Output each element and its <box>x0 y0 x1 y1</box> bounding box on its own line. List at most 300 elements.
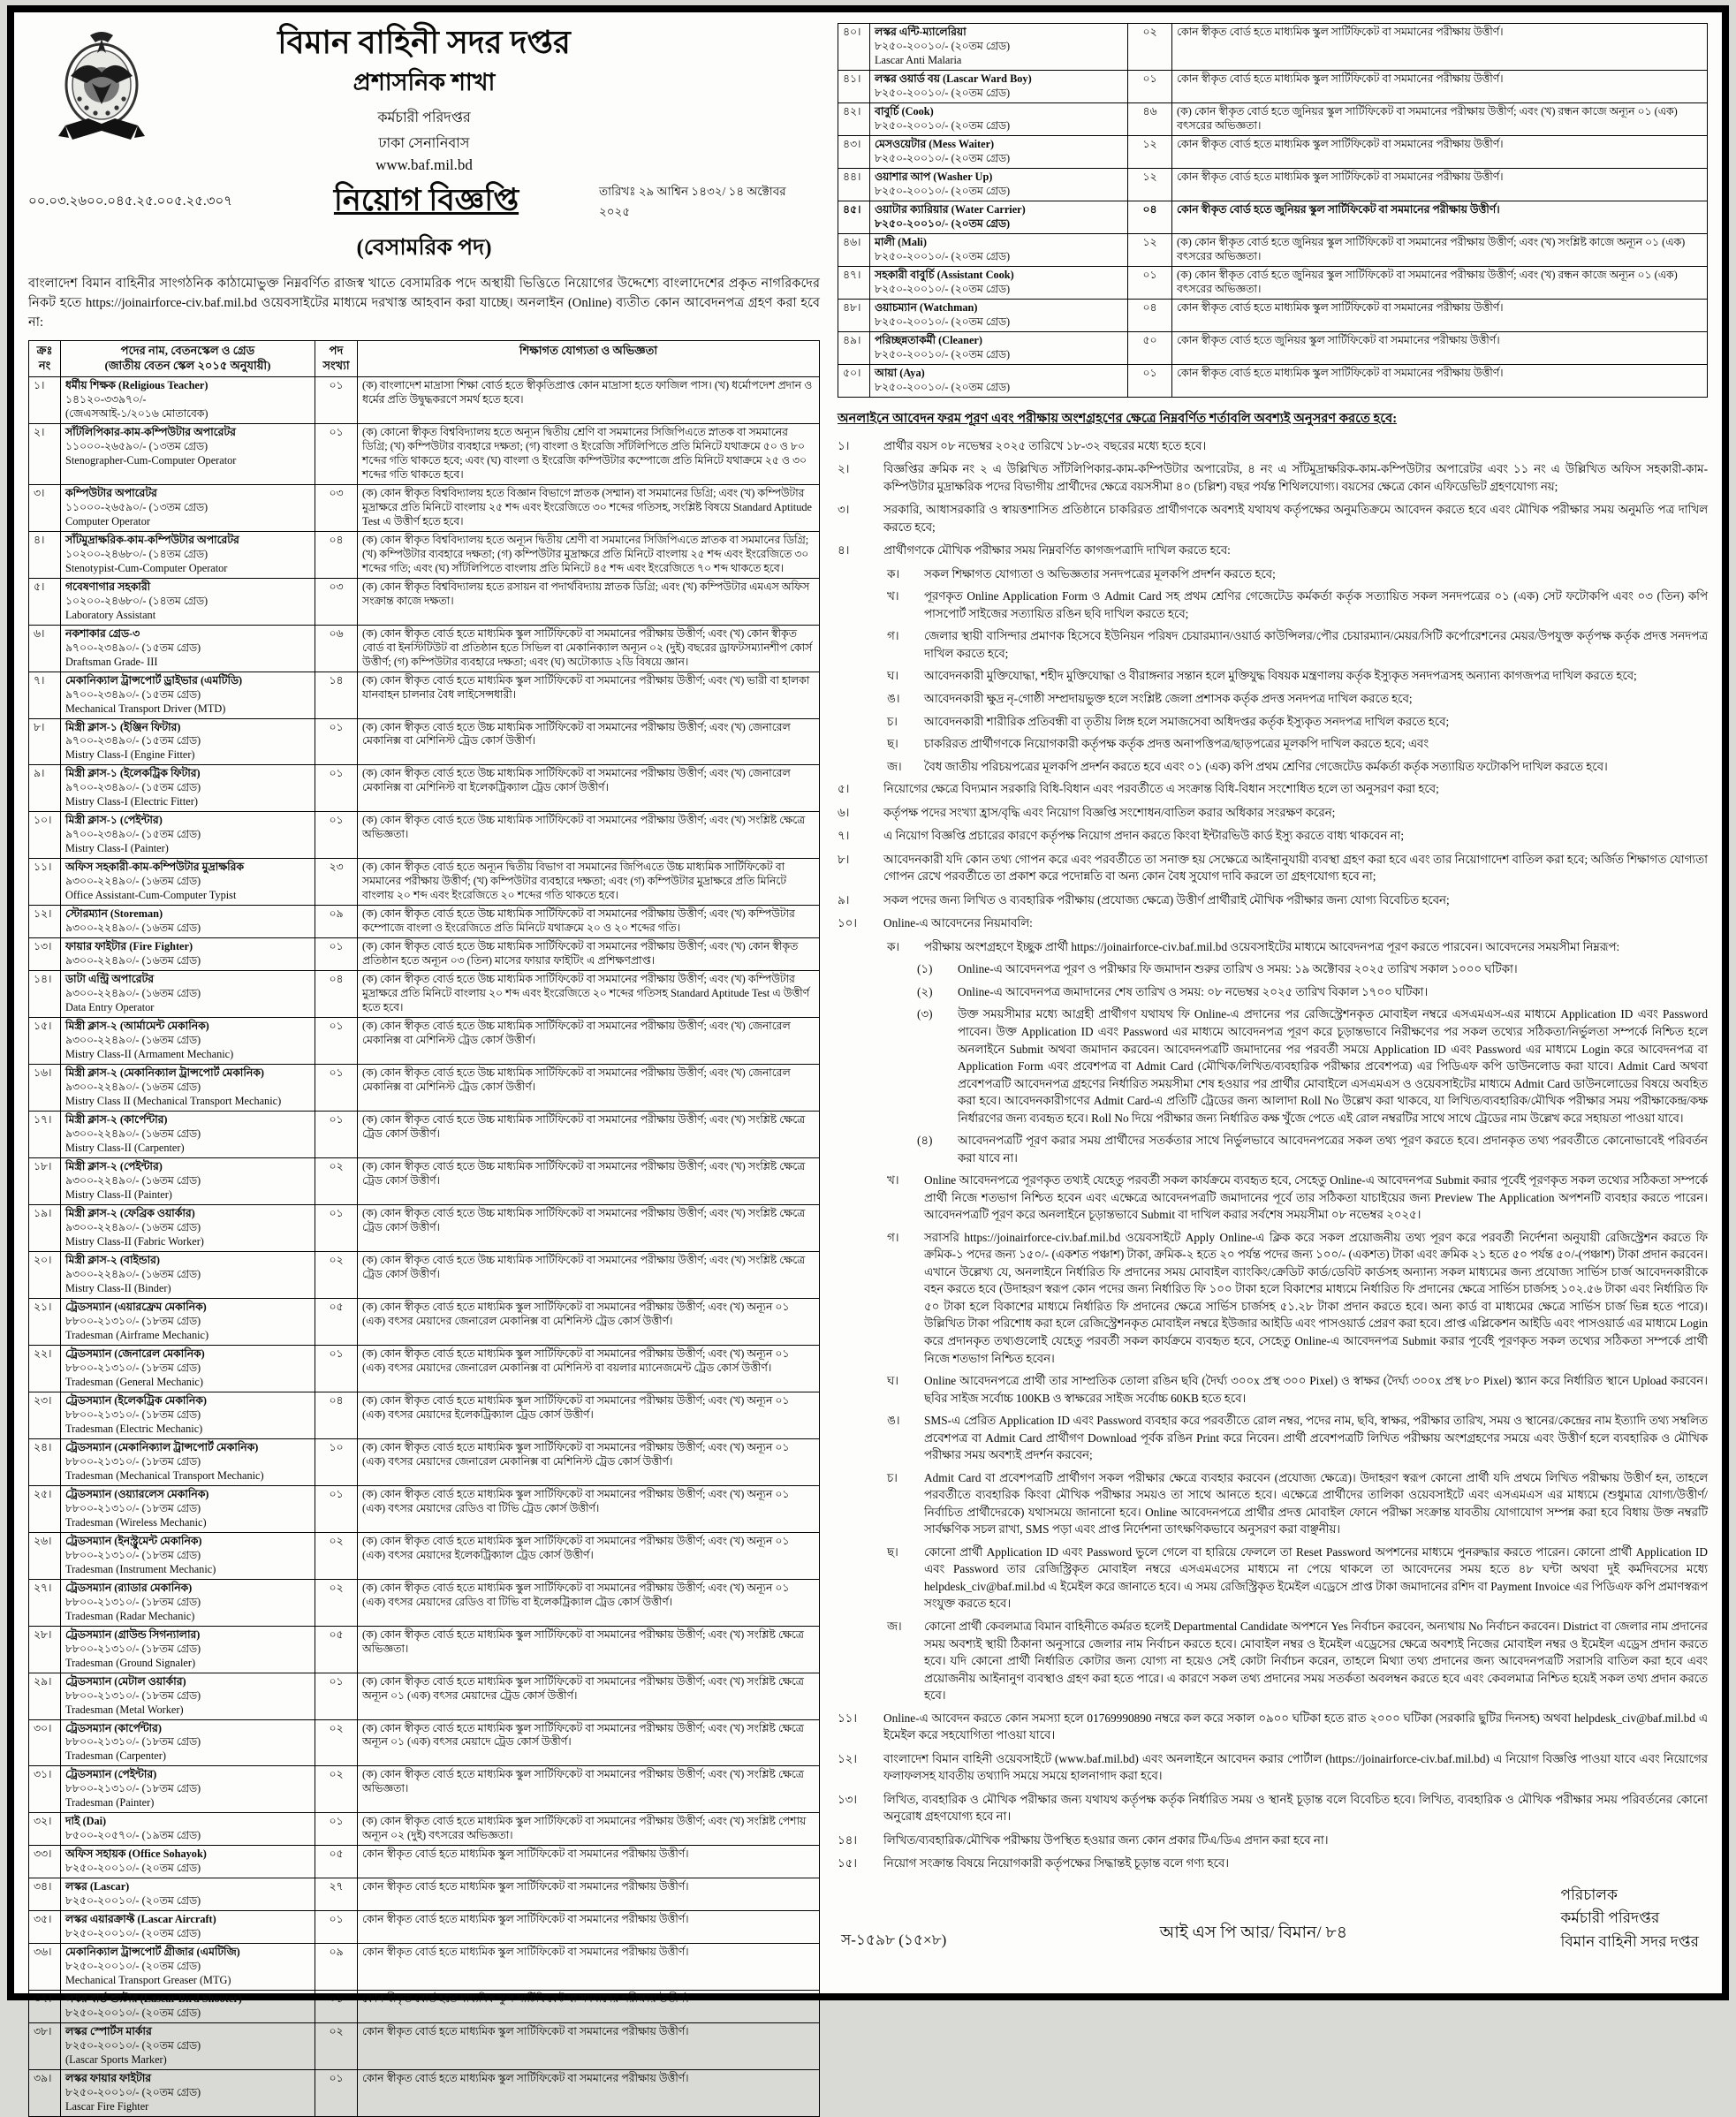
post-serial: ৪৮। <box>838 299 870 331</box>
post-serial: ৩৮। <box>29 2023 61 2070</box>
post-qualification: (ক) কোন স্বীকৃত বোর্ড হতে মাধ্যমিক স্কুল সার্টিফিকেট বা সমমানের পরীক্ষায় উত্তীর্ণ; এবং (খ) সংশ্লিষ্ট ক্ষেত্রে অন্যূন ০১ (এক) বৎসর মেয়াদের ট্রেড কোর্স উত্তীর্ণ। <box>358 1673 820 1719</box>
condition-item <box>838 827 1708 845</box>
post-name: মিস্ত্রী ক্লাস-২ (পেইন্টার) ৯৩০০-২২৪৯০/- (১৬তম গ্রেড) Mistry Class-II (Painter) <box>61 1158 315 1205</box>
table-row <box>29 376 820 423</box>
condition-sub-list <box>917 960 1708 1166</box>
post-count: ০২ <box>315 1251 358 1298</box>
post-qualification: (ক) কোন স্বীকৃত বিশ্ববিদ্যালয় হতে বিজ্ঞান বিভাগে স্নাতক (সম্মান) বা সমমানের ডিগ্রি; এবং (খ) কম্পিউটার মুদ্রাক্ষরে প্রতি মিনিটে বাংলায় ২৫ শব্দ এবং ইংরেজিতে ৩০ শব্দের গতিসহ, সংশ্লিষ্ট বিষয়ে Standard Aptitude Test এ উত্তীর্ণ হতে হবে। <box>358 484 820 531</box>
org-website: www.baf.mil.bd <box>375 156 473 174</box>
condition-number: ৩। <box>838 503 850 517</box>
table-row <box>838 168 1708 201</box>
condition-text: এ নিয়োগ বিজ্ঞপ্তি প্রচারের কারণে কর্তৃপক্ষ নিয়োগ প্রদান করতে কিংবা ইন্টারভিউ কার্ড ইস্যু করতে বাধ্য থাকবেন না; <box>883 829 1405 843</box>
org-branch: প্রশাসনিক শাখা <box>353 69 496 96</box>
post-name: ট্রেডসম্যান (জেনারেল মেকানিক) ৮৮০০-২১৩১০/- (১৮তম গ্রেড) Tradesman (General Mechanic) <box>61 1345 315 1392</box>
post-count: ০৯ <box>315 1944 358 1991</box>
table-header-row <box>29 341 820 377</box>
condition-item <box>838 542 1708 559</box>
post-count: ০৪ <box>315 1392 358 1438</box>
table-row <box>29 1438 820 1485</box>
post-qualification: (ক) কোন স্বীকৃত বোর্ড হতে জুনিয়র স্কুল সার্টিফিকেট বা সমমানের পরীক্ষায় উত্তীর্ণ; এবং (খ) রন্ধন কাজে অন্যূন ০১ (এক) বৎসরের অভিজ্ঞতা। <box>1172 266 1708 299</box>
post-serial: ৭। <box>29 672 61 718</box>
post-count: ০২ <box>315 1532 358 1579</box>
condition-number: (৪) <box>917 1134 933 1148</box>
col-qualification: শিক্ষাগত যোগ্যতা ও অভিজ্ঞতা <box>358 341 820 377</box>
condition-sub-item <box>887 1412 1708 1464</box>
table-row <box>29 1673 820 1719</box>
post-serial: ৬। <box>29 625 61 672</box>
condition-sub-item <box>887 735 1708 753</box>
signatory-org: বিমান বাহিনী সদর দপ্তর <box>1560 1932 1699 1950</box>
table-row <box>29 971 820 1018</box>
condition-text: লিখিত, ব্যবহারিক ও মৌখিক পরীক্ষার জন্য যথাযথ কর্তৃপক্ষ কর্তৃক নির্ধারিত সময় ও স্থানই চূড়ান্ত বলে বিবেচিত হবে। লিখিত, ব্যবহারিক ও মৌখিক পরীক্ষার সময় পরিবর্তনের কোনো অনুরোধ গ্রহণযোগ্য হবে না। <box>883 1792 1708 1824</box>
condition-number: ঘ। <box>887 1374 898 1388</box>
table-row <box>29 1846 820 1878</box>
condition-text: Online-এ আবেদন করতে কোন সমস্যা হলে 01769990890 নম্বরে কল করে সকাল ০৯০০ ঘটিকা হতে রাত ২০০০ ঘটিকা (সরকারি ছুটির দিনসহ) অথবা helpdesk_civ@baf.mil.bd এ ইমেইল করে সহযোগিতা পাওয়া যাবে। <box>883 1711 1708 1742</box>
condition-text: সকল শিক্ষাগত যোগ্যতা ও অভিজ্ঞতার সনদপত্রের মূলকপি প্রদর্শন করতে হবে; <box>924 566 1276 580</box>
post-count: ১২ <box>1128 135 1172 168</box>
post-qualification: (ক) কোন স্বীকৃত বোর্ড হতে মাধ্যমিক স্কুল সার্টিফিকেট বা সমমানের পরীক্ষায় উত্তীর্ণ; এবং (খ) সংশ্লিষ্ট ক্ষেত্রে অভিজ্ঞতা। <box>358 1766 820 1813</box>
condition-text: চাকরিরত প্রার্থীগণকে নিয়োগকারী কর্তৃপক্ষ কর্তৃক প্রদত্ত অনাপত্তিপত্র/ছাড়পত্রের মূলকপি দাখিল করতে হবে; এবং <box>924 737 1429 751</box>
post-count: ০১ <box>1128 70 1172 102</box>
post-qualification: (ক) কোন স্বীকৃত বোর্ড হতে মাধ্যমিক স্কুল সার্টিফিকেট বা সমমানের পরীক্ষায় উত্তীর্ণ; এবং (খ) কোন স্বীকৃত বোর্ড বা ইনস্টিটিউট বা প্রতিষ্ঠান হতে সিভিল বা মেকানিক্যাল অন্যূন ০২ (দুই) বছরের ড্রাফটসম্যানশীপ কোর্স উত্তীর্ণ; (গ) কম্পিউটার ব্যবহারে দক্ষতা; এবং (ঘ) অটোক্যাড ২ডি বিষয়ে জ্ঞান। <box>358 625 820 672</box>
table-row <box>838 24 1708 71</box>
conditions-heading: অনলাইনে আবেদন ফরম পূরণ এবং পরীক্ষায় অংশগ্রহণের ক্ষেত্রে নিম্নবর্ণিত শর্তাবলি অবশ্যই অনুসরণ করতে হবে: <box>838 411 1398 426</box>
post-qualification: (ক) কোন স্বীকৃত বোর্ড হতে উচ্চ মাধ্যমিক সার্টিফিকেট বা সমমানের পরীক্ষায় উত্তীর্ণ; এবং (খ) কম্পিউটার কম্পোজে বাংলা ও ইংরেজিতে প্রতি মিনিটে যথাক্রমে ২০ ও ২০ শব্দের গতি। <box>358 906 820 938</box>
post-qualification: (ক) কোনো স্বীকৃত বিশ্ববিদ্যালয় হতে অন্যূন দ্বিতীয় শ্রেণি বা সমমানের সিজিপিএতে স্নাতক বা সমমানের ডিগ্রি; (খ) কম্পিউটার ব্যবহারে দক্ষতা; (গ) বাংলা ও ইংরেজি সাঁটলিপিতে প্রতি মিনিটে যথাক্রমে ৫০ ও ৮০ শব্দের গতি থাকতে হবে; এবং (ঘ) বাংলা ও ইংরেজি কম্পিউটার কম্পোজে প্রতি মিনিটে যথাক্রমে ২৫ ও ৩০ শব্দের গতি থাকতে হবে। <box>358 423 820 484</box>
condition-item <box>838 460 1708 495</box>
post-count: ০২ <box>315 1719 358 1766</box>
condition-sub-item <box>887 667 1708 685</box>
condition-text: Online-এ আবেদনপত্র পূরণ ও পরীক্ষার ফি জমাদান শুরুর তারিখ ও সময়: ১৯ অক্টোবর ২০২৫ তারিখ সকাল ১০০০ ঘটিকা। <box>958 962 1518 976</box>
condition-number: ৫। <box>838 782 850 796</box>
post-serial: ৪২। <box>838 102 870 135</box>
post-qualification: কোন স্বীকৃত বোর্ড হতে মাধ্যমিক স্কুল সার্টিফিকেট বা সমমানের পরীক্ষায় উত্তীর্ণ। <box>358 1991 820 2023</box>
condition-text: প্রার্থীগণকে মৌখিক পরীক্ষার সময় নিম্নবর্ণিত কাগজপত্রাদি দাখিল করতে হবে: <box>883 543 1231 558</box>
post-count: ০১ <box>315 1673 358 1719</box>
condition-text: Online আবেদনপত্রে প্রার্থী তার সাম্প্রতিক তোলা রঙিন ছবি (দৈর্ঘ্য ৩০০x প্রস্থ ৩০০ Pixel) ও স্বাক্ষর (দৈর্ঘ্য ৩০০x প্রস্থ ৮০ Pixel) স্ক্যান করে নির্ধারিত স্থানে Upload করবেন। ছবির সাইজ সর্বোচ্চ 100KB ও স্বাক্ষরের সাইজ সর্বোচ্চ 60KB হতে হবে। <box>924 1374 1708 1405</box>
condition-text: কোনো প্রার্থী কেবলমাত্র বিমান বাহিনীতে কর্মরত হলেই Departmental Candidate অপশনে Yes নির্বাচন করবেন, অন্যথায় No নির্বাচন করবেন। District বা জেলার নাম প্রদানের সময় অবশ্যই স্থায়ী ঠিকানা অনুসারে জেলার নাম নির্বাচন করতে হবে। মোবাইল নম্বর ও ইমেইল এড্রেসের ক্ষেত্রে অবশ্যই নিজের মোবাইল নম্বর ও ইমেইল এড্রেস প্রদান করতে হবে। যদি কোনো প্রার্থী নির্ধারিত কোটার জন্য যোগ্য না হয়েও সেই কোটা নির্বাচন করেন, তাহলে মিথ্যা তথ্য প্রদানের জন্য আবেদনপত্রটি সরাসরি বাতিল করা হবে এবং প্রয়োজনীয় আইনানুগ ব্যবস্থাও গ্রহণ করা হতে পারে। এ কারণে সকল তথ্য প্রদানের সময় সতর্কতা অবলম্বন করতে হবে এবং কেবলমাত্র নিশ্চিত হয়েই সকল তথ্য প্রদান করতে হবে। <box>924 1619 1708 1703</box>
post-count: ০১ <box>315 1911 358 1944</box>
post-name: লস্কর এন্টি-ম্যালেরিয়া ৮২৫০-২০০১০/- (২০তম গ্রেড) Lascar Anti Malaria <box>870 24 1128 71</box>
condition-sub-item <box>887 1372 1708 1407</box>
post-qualification: (ক) কোন স্বীকৃত বোর্ড হতে উচ্চ মাধ্যমিক সার্টিফিকেট বা সমমানের পরীক্ষায় উত্তীর্ণ; এবং (খ) জেনারেল মেকানিক্স বা মেশিনিস্ট ট্রেড কোর্স উত্তীর্ণ। <box>358 1065 820 1112</box>
post-serial: ১৯। <box>29 1205 61 1252</box>
post-name: কম্পিউটার অপারেটর ১১০০০-২৬৫৯০/- (১৩তম গ্রেড) Computer Operator <box>61 484 315 531</box>
table-row <box>29 1251 820 1298</box>
post-count: ০১ <box>1128 266 1172 299</box>
condition-number: চ। <box>887 714 898 728</box>
condition-number: ১২। <box>838 1751 858 1765</box>
post-name: ট্রেডসম্যান (ইলেকট্রিক মেকানিক) ৮৮০০-২১৩১০/- (১৮তম গ্রেড) Tradesman (Electric Mechanic) <box>61 1392 315 1438</box>
condition-text: আবেদনপত্রটি পূরণ করার সময় প্রার্থীদের সতর্কতার সাথে নির্ভুলভাবে আবেদনপত্রের সকল তথ্য পূরণ করতে হবে। প্রদানকৃত তথ্য পরবর্তীতে কোনোভাবেই পরিবর্তন করা যাবে না। <box>958 1134 1708 1165</box>
condition-sub-item <box>887 1469 1708 1538</box>
table-row <box>29 625 820 672</box>
post-qualification: (ক) বাংলাদেশ মাদ্রাসা শিক্ষা বোর্ড হতে স্বীকৃতিপ্রাপ্ত কোন মাদ্রাসা হতে ফাজিল পাস। (খ) ধর্মোপদেশ প্রদান ও ধর্মের প্রতি উদ্বুদ্ধকরণে সমর্থ হতে হবে। <box>358 376 820 423</box>
post-count: ০১ <box>315 1018 358 1065</box>
post-qualification: কোন স্বীকৃত বোর্ড হতে জুনিয়র স্কুল সার্টিফিকেট বা সমমানের পরীক্ষায় উত্তীর্ণ। <box>1172 201 1708 233</box>
table-row <box>29 423 820 484</box>
post-count: ০২ <box>315 2023 358 2070</box>
condition-sub-item <box>887 713 1708 731</box>
post-count: ১২ <box>1128 168 1172 201</box>
condition-number: ৪। <box>838 543 850 558</box>
condition-sub-item <box>887 1544 1708 1612</box>
post-qualification: (ক) কোন স্বীকৃত বোর্ড হতে উচ্চ মাধ্যমিক সার্টিফিকেট বা সমমানের পরীক্ষায় উত্তীর্ণ; এবং (খ) সংশ্লিষ্ট ক্ষেত্রে অভিজ্ঞতা। <box>358 812 820 859</box>
post-name: মিস্ত্রী ক্লাস-১ (পেইন্টার) ৯৭০০-২৩৪৯০/- (১৫তম গ্রেড) Mistry Class-I (Painter) <box>61 812 315 859</box>
post-count: ০৬ <box>315 625 358 672</box>
post-serial: ২৪। <box>29 1438 61 1485</box>
post-qualification: কোন স্বীকৃত বোর্ড হতে মাধ্যমিক স্কুল সার্টিফিকেট বা সমমানের পরীক্ষায় উত্তীর্ণ। <box>358 1911 820 1944</box>
condition-item <box>838 780 1708 798</box>
condition-item <box>838 1710 1708 1744</box>
table-row <box>838 299 1708 331</box>
post-qualification: (ক) কোন স্বীকৃত বোর্ড হতে মাধ্যমিক স্কুল সার্টিফিকেট বা সমমানের পরীক্ষায় উত্তীর্ণ; এবং (খ) অন্যূন ০১ (এক) বৎসর মেয়াদের রেডিও বা টিভি বা ইলেকট্রিক্যাল ট্রেড কোর্স উত্তীর্ণ। <box>358 1579 820 1626</box>
post-serial: ২০। <box>29 1251 61 1298</box>
post-qualification: কোন স্বীকৃত বোর্ড হতে মাধ্যমিক স্কুল সার্টিফিকেট বা সমমানের পরীক্ষায় উত্তীর্ণ। <box>1172 168 1708 201</box>
post-qualification: (ক) কোন স্বীকৃত বোর্ড হতে উচ্চ মাধ্যমিক সার্টিফিকেট বা সমমানের পরীক্ষায় উত্তীর্ণ; এবং (খ) কম্পিউটার মুদ্রাক্ষরে প্রতি মিনিটে বাংলায় ২০ শব্দ এবং ইংরেজিতে ২০ শব্দের গতিসহ Standard Aptitude Test এ উত্তীর্ণ হতে হবে। <box>358 971 820 1018</box>
post-qualification: (ক) কোন স্বীকৃত বোর্ড হতে মাধ্যমিক স্কুল সার্টিফিকেট বা সমমানের পরীক্ষায় উত্তীর্ণ; এবং (খ) ভারী বা হালকা যানবাহন চালনার বৈধ লাইসেন্সধারী। <box>358 672 820 718</box>
condition-text: Online-এ আবেদনের নিয়মাবলি: <box>883 916 1033 930</box>
condition-text: SMS-এ প্রেরিত Application ID এবং Password ব্যবহার করে পরবর্তীতে রোল নম্বর, পদের নাম, ছবি, স্বাক্ষর, পরীক্ষার তারিখ, সময় ও স্থানের/কেন্দ্রের নাম ইত্যাদি তথ্য সম্বলিত প্রবেশপত্র বা Admit Card প্রার্থীগণ Download পূর্বক রঙিন Print করে নিবেন। প্রার্থী প্রবেশপত্রটি লিখিত পরীক্ষায় অংশগ্রহণের সময়ে এবং উত্তীর্ণ হলে ব্যবহারিক ও মৌখিক পরীক্ষার সময় অবশ্যই প্রদর্শন করবেন; <box>924 1414 1708 1462</box>
post-name: ওয়াটার ক্যারিয়ার (Water Carrier) ৮২৫০-২০০১০/- (২০তম গ্রেড) <box>870 201 1128 233</box>
condition-text: Admit Card বা প্রবেশপত্রটি প্রার্থীগণ সকল পরীক্ষার ক্ষেত্রে ব্যবহার করবেন (প্রযোজ্য ক্ষেত্রে)। উদাহরণ স্বরূপ কোনো প্রার্থী যদি প্রথমে লিখিত পরীক্ষায় উত্তীর্ণ হন, তাহলে পরবর্তীতে ব্যবহারিক কিংবা মৌখিক পরীক্ষার সময়ও তা সাথে আনতে হবে। এক্ষেত্রে প্রার্থীদের তালিকা ওয়েবসাইটে এবং এসএমএস এর মাধ্যমে (শুধুমাত্র যোগ্য/উত্তীর্ণ/নির্বাচিত প্রার্থীদেরকে) যথাসময়ে জানানো হবে। Online আবেদনপত্রে প্রার্থীর প্রদত্ত মোবাইল ফোনে পরীক্ষা সংক্রান্ত যাবতীয় যোগাযোগ সম্পন্ন করা হবে বিধায় উক্ত নম্বরটি সার্বক্ষণিক সচল রাখা, SMS পড়া এবং প্রাপ্ত নির্দেশনা তাৎক্ষণিকভাবে অনুসরণ করা বাঞ্ছনীয়। <box>924 1470 1708 1537</box>
condition-sub-item <box>917 960 1708 978</box>
condition-item <box>838 914 1708 932</box>
post-serial: ৪৬। <box>838 233 870 266</box>
condition-sub-list <box>887 938 1708 1704</box>
condition-text: বাংলাদেশ বিমান বাহিনী ওয়েবসাইটে (www.baf.mil.bd) এবং অনলাইনে আবেদন করার পোর্টাল (https://joinairforce-civ.baf.mil.bd) এ নিয়োগ বিজ্ঞপ্তি পাওয়া যাবে এবং নিয়োগের ফলাফলসহ যাবতীয় তথ্যাদি সময়ে সময়ে হালনাগাদ করা হবে। <box>883 1751 1708 1783</box>
footer-row <box>838 1884 1708 1955</box>
table-row <box>29 531 820 578</box>
col-count: পদ সংখ্যা <box>315 341 358 377</box>
post-name: মেকানিক্যাল ট্রান্সপোর্ট ড্রাইভার (এমটিডি) ৯৭০০-২৩৪৯০/- (১৫তম গ্রেড) Mechanical Transport Driver (MTD) <box>61 672 315 718</box>
post-name: দাই (Dai) ৮৫০০-২০৫৭০/- (১৯তম গ্রেড) <box>61 1813 315 1846</box>
condition-sub-item <box>887 1172 1708 1224</box>
table-row <box>29 578 820 625</box>
post-name: লস্কর ফায়ার ফাইটার ৮২৫০-২০০১০/- (২০তম গ্রেড) Lascar Fire Fighter <box>61 2070 315 2117</box>
table-row <box>838 135 1708 168</box>
post-qualification: কোন স্বীকৃত বোর্ড হতে মাধ্যমিক স্কুল সার্টিফিকেট বা সমমানের পরীক্ষায় উত্তীর্ণ। <box>1172 299 1708 331</box>
condition-number: ৯। <box>838 892 850 907</box>
post-name: ফায়ার ফাইটার (Fire Fighter) ৯৩০০-২২৪৯০/- (১৬তম গ্রেড) <box>61 938 315 971</box>
condition-number: খ। <box>887 1173 899 1187</box>
post-serial: ১০। <box>29 812 61 859</box>
condition-number: ক। <box>887 939 900 953</box>
table-row <box>29 2070 820 2117</box>
condition-number: ৬। <box>838 805 850 819</box>
post-name: মেসওয়েটার (Mess Waiter) ৮২৫০-২০০১০/- (২০তম গ্রেড) <box>870 135 1128 168</box>
post-count: ০৩ <box>315 578 358 625</box>
post-serial: ২। <box>29 423 61 484</box>
post-count: ০১ <box>1128 364 1172 397</box>
condition-sub-list <box>887 565 1708 775</box>
table-row <box>29 1065 820 1112</box>
post-name: ওয়াশার আপ (Washer Up) ৮২৫০-২০০১০/- (২০তম গ্রেড) <box>870 168 1128 201</box>
condition-number: (১) <box>917 962 933 976</box>
post-count: ০১ <box>315 765 358 812</box>
condition-number: জ। <box>887 759 902 773</box>
post-serial: ১৮। <box>29 1158 61 1205</box>
post-count: ০১ <box>315 1205 358 1252</box>
post-serial: ১৫। <box>29 1018 61 1065</box>
post-count: ০১ <box>315 938 358 971</box>
post-name: অফিস সহকারী-কাম-কম্পিউটার মুদ্রাক্ষরিক ৯৩০০-২২৪৯০/- (১৬তম গ্রেড) Office Assistant-Cum-Computer Typist <box>61 859 315 906</box>
post-qualification: কোন স্বীকৃত বোর্ড হতে মাধ্যমিক স্কুল সার্টিফিকেট বা সমমানের পরীক্ষায় উত্তীর্ণ। <box>358 1846 820 1878</box>
table-row <box>29 1911 820 1944</box>
condition-sub-item <box>917 983 1708 1001</box>
post-name: নকশাকার গ্রেড-৩ ৯৭০০-২৩৪৯০/- (১৫তম গ্রেড) Draftsman Grade- III <box>61 625 315 672</box>
post-count: ২৭ <box>315 1878 358 1911</box>
table-row <box>29 672 820 718</box>
table-row <box>29 1532 820 1579</box>
condition-item <box>838 1832 1708 1849</box>
post-name: সহকারী বাবুর্চি (Assistant Cook) ৮২৫০-২০০১০/- (২০তম গ্রেড) <box>870 266 1128 299</box>
notice-date: তারিখঃ ২৯ আশ্বিন ১৪৩২/ ১৪ অক্টোবর ২০২৫ <box>599 184 786 218</box>
condition-text: জেলার স্থায়ী বাসিন্দার প্রমাণক হিসেবে ইউনিয়ন পরিষদ চেয়ারম্যান/ওয়ার্ড কাউন্সিলর/পৌর চেয়ারম্যান/মেয়র/সিটি কর্পোরেশনের মেয়র/উপযুক্ত কর্তৃপক্ষ কর্তৃক প্রদত্ত সনদপত্র দাখিল করতে হবে; <box>924 629 1708 660</box>
post-count: ০৪ <box>315 971 358 1018</box>
post-count: ৫০ <box>1128 331 1172 364</box>
post-name: লস্কর (Lascar) ৮২৫০-২০০১০/- (২০তম গ্রেড) <box>61 1878 315 1911</box>
condition-item <box>838 892 1708 909</box>
post-count: ০৫ <box>315 1626 358 1673</box>
post-serial: ৩৭। <box>29 1991 61 2023</box>
condition-text: নিয়োগের ক্ষেত্রে বিদ্যমান সরকারি বিধি-বিধান এবং পরবর্তীতে এ সংক্রান্ত বিধি-বিধান সংশোধিত হলে তা অনুসরণ করা হবে; <box>883 782 1439 796</box>
post-serial: ৪৪। <box>838 168 870 201</box>
post-count: ০১ <box>315 1991 358 2023</box>
condition-text: কর্তৃপক্ষ পদের সংখ্যা হ্রাস/বৃদ্ধি এবং নিয়োগ বিজ্ঞপ্তি সংশোধন/বাতিল করার অধিকার সংরক্ষণ করেন; <box>883 805 1336 819</box>
post-serial: ১২। <box>29 906 61 938</box>
post-qualification: (ক) কোন স্বীকৃত বোর্ড হতে জুনিয়র স্কুল সার্টিফিকেট বা সমমানের পরীক্ষায় উত্তীর্ণ; এবং (খ) সংশ্লিষ্ট কাজে অন্যূন ০১ (এক) বৎসরের অভিজ্ঞতা। <box>1172 233 1708 266</box>
post-count: ০৩ <box>315 484 358 531</box>
table-row <box>29 1158 820 1205</box>
post-name: ট্রেডসম্যান (মেকানিক্যাল ট্রান্সপোর্ট মেকানিক) ৮৮০০-২১৩১০/- (১৮তম গ্রেড) Tradesman (Mechanical Transport Mechanic) <box>61 1438 315 1485</box>
condition-text: আবেদনকারী মুক্তিযোদ্ধা, শহীদ মুক্তিযোদ্ধা ও বীরাঙ্গনার সন্তান হলে মুক্তিযুদ্ধ বিষয়ক মন্ত্রণালয় কর্তৃক ইস্যুকৃত সনদপত্রসহ অন্যান্য কাগজপত্র দাখিল করতে হবে; <box>924 669 1637 683</box>
condition-number: গ। <box>887 1230 899 1244</box>
condition-number: গ। <box>887 629 899 643</box>
condition-text: Online-এ আবেদনপত্র জমাদানের শেষ তারিখ ও সময়: ০৮ নভেম্বর ২০২৫ তারিখ বিকাল ১৭০০ ঘটিকা। <box>958 984 1429 998</box>
table-row <box>29 1991 820 2023</box>
condition-number: জ। <box>887 1619 902 1633</box>
post-qualification: (ক) কোন স্বীকৃত বোর্ড হতে মাধ্যমিক স্কুল সার্টিফিকেট বা সমমানের পরীক্ষায় উত্তীর্ণ; এবং (খ) অন্যূন ০১ (এক) বৎসর মেয়াদের জেনারেল মেকানিক্স বা মেশিনিস্ট ট্রেড কোর্স উত্তীর্ণ। <box>358 1298 820 1345</box>
condition-number: ক। <box>887 566 900 580</box>
post-count: ৪৬ <box>1128 102 1172 135</box>
table-row <box>838 233 1708 266</box>
table-row <box>29 484 820 531</box>
post-qualification: কোন স্বীকৃত বোর্ড হতে জুনিয়র স্কুল সার্টিফিকেট বা সমমানের পরীক্ষায় উত্তীর্ণ। <box>1172 331 1708 364</box>
post-qualification: কোন স্বীকৃত বোর্ড হতে মাধ্যমিক স্কুল সার্টিফিকেট বা সমমানের পরীক্ষায় উত্তীর্ণ। <box>1172 70 1708 102</box>
post-count: ০১ <box>315 1112 358 1158</box>
condition-item <box>838 1791 1708 1825</box>
table-row <box>838 102 1708 135</box>
condition-text: উক্ত সময়সীমার মধ্যে আগ্রহী প্রার্থীগণ যথাযথ ফি Online-এ প্রদানের পর রেজিস্ট্রেশনকৃত মোবাইল নম্বরে এসএমএস-এর মাধ্যমে Application ID এবং Password পাবেন। উক্ত Application ID এবং Password এর মাধ্যমে আবেদনপত্র পূরণ করে চূড়ান্তভাবে নিরীক্ষণের পর সকল তথ্যের সঠিকতা/নির্ভুলতা সম্পর্কে নিশ্চিত হলে অনলাইনে Submit অথবা জমাদান করবেন। আবেদনপত্রটি জমাদানের পর পরবর্তী সময়ে Application ID এবং Password এর মাধ্যমে Login করে আবেদনপত্র বা Application Form এবং প্রবেশপত্র বা Admit Card (মৌখিক/লিখিত/ব্যবহারিক পরীক্ষার প্রবেশপত্র) এর পিডিএফ কপি ডাউনলোড করা যাবে। Admit Card অথবা প্রবেশপত্রটি আবেদনপত্র গ্রহণের নির্ধারিত সময়সীমা শেষ হওয়ার পর প্রার্থীর মোবাইলে এসএমএস ও ওয়েবসাইটের মাধ্যমে Admit Card ডাউনলোডের বিষয়ে অবহিত করা হবে। আবেদনকারীগণের Admit Card-এ প্রতিটি ট্রেডের জন্য আলাদা Roll No উল্লেখ করা থাকবে, যা লিখিত/ব্যবহারিক/মৌখিক পরীক্ষার সময় পরীক্ষাকেন্দ্র/কক্ষ নির্ধারণের জন্য ব্যবহৃত হবে। Roll No দিয়ে পরীক্ষার জন্য নির্ধারিত কক্ষ খুঁজে পেতে এই রোল নম্বরটির সাথে সাথে ট্রেডের নাম উল্লেখ করে সহায়তা পাওয়া যাবে। <box>958 1007 1708 1125</box>
table-row <box>29 1813 820 1846</box>
post-count: ০১ <box>315 1345 358 1392</box>
post-name: স্টোরম্যান (Storeman) ৯৩০০-২২৪৯০/- (১৬তম গ্রেড) <box>61 906 315 938</box>
table-row <box>838 364 1708 397</box>
table-row <box>29 718 820 765</box>
post-qualification: (ক) কোন স্বীকৃত বোর্ড হতে উচ্চ মাধ্যমিক সার্টিফিকেট বা সমমানের পরীক্ষায় উত্তীর্ণ; এবং (খ) সংশ্লিষ্ট ক্ষেত্রে ট্রেড কোর্স উত্তীর্ণ। <box>358 1251 820 1298</box>
post-qualification: (ক) কোন স্বীকৃত বোর্ড হতে মাধ্যমিক স্কুল সার্টিফিকেট বা সমমানের পরীক্ষায় উত্তীর্ণ; এবং (খ) অন্যূন ০১ (এক) বৎসর মেয়াদের জেনারেল মেকানিক্স বা মেশিনিস্ট ট্রেড কোর্স উত্তীর্ণ। <box>358 1438 820 1485</box>
post-count: ০১ <box>315 718 358 765</box>
condition-sub-item <box>917 1132 1708 1166</box>
condition-number: ১। <box>838 438 850 452</box>
signature-block <box>1560 1884 1699 1954</box>
ispr-reference: আই এস পি আর/ বিমান/ ৮৪ <box>1159 1923 1348 1942</box>
post-name: সাঁটমুদ্রাক্ষরিক-কাম-কম্পিউটার অপারেটর ১০২০০-২৪৬৮০/- (১৪তম গ্রেড) Stenotypist-Cum-Computer Operator <box>61 531 315 578</box>
post-count: ০২ <box>1128 24 1172 71</box>
post-name: ট্রেডসম্যান (মেটাল ওয়ার্কার) ৮৮০০-২১৩১০/- (১৮তম গ্রেড) Tradesman (Metal Worker) <box>61 1673 315 1719</box>
post-qualification: (ক) কোন স্বীকৃত বোর্ড হতে মাধ্যমিক স্কুল সার্টিফিকেট বা সমমানের পরীক্ষায় উত্তীর্ণ; এবং (খ) সংশ্লিষ্ট পেশায় অন্যূন ০২ (দুই) বৎসরের অভিজ্ঞতা। <box>358 1813 820 1846</box>
post-name: মিস্ত্রী ক্লাস-১ (ইঞ্জিন ফিটার) ৯৭০০-২৩৪৯০/- (১৫তম গ্রেড) Mistry Class-I (Engine Fitter) <box>61 718 315 765</box>
post-serial: ২৬। <box>29 1532 61 1579</box>
condition-number: ১১। <box>838 1711 858 1725</box>
condition-number: ৮। <box>838 852 850 866</box>
condition-item <box>838 1750 1708 1785</box>
post-count: ০১ <box>315 2070 358 2117</box>
condition-number: ঙ। <box>887 1414 900 1428</box>
post-name: ট্রেডসম্যান (র‍্যাডার মেকানিক) ৮৮০০-২১৩১০/- (১৮তম গ্রেড) Tradesman (Radar Mechanic) <box>61 1579 315 1626</box>
post-serial: ১৬। <box>29 1065 61 1112</box>
left-column <box>28 23 820 2113</box>
post-count: ১০ <box>315 1438 358 1485</box>
table-row <box>29 1944 820 1991</box>
reference-number: ০০.০৩.২৬০০.০৪৫.২৫.০০৫.২৫.৩০৭ <box>28 194 232 209</box>
post-name: ট্রেডসম্যান (এয়ারফ্রেম মেকানিক) ৮৮০০-২১৩১০/- (১৮তম গ্রেড) Tradesman (Airframe Mechanic) <box>61 1298 315 1345</box>
post-name: ওয়াচম্যান (Watchman) ৮২৫০-২০০১০/- (২০তম গ্রেড) <box>870 299 1128 331</box>
post-name: পরিচ্ছন্নতাকর্মী (Cleaner) ৮২৫০-২০০১০/- (২০তম গ্রেড) <box>870 331 1128 364</box>
post-serial: ২৩। <box>29 1392 61 1438</box>
post-serial: ৪৯। <box>838 331 870 364</box>
condition-text: বিজ্ঞপ্তির ক্রমিক নং ২ এ উল্লিখিত সাঁটলিপিকার-কাম-কম্পিউটার অপারেটর, ৪ নং এ সাঁটমুদ্রাক্ষরিক-কাম-কম্পিউটার অপারেটর এবং ১১ নং এ উল্লিখিত অফিস সহকারী-কাম-কম্পিউটার মুদ্রাক্ষরিক পদের বিভাগীয় প্রার্থীদের ক্ষেত্রে বয়সসীমা ৪০ (চল্লিশ) বছর পর্যন্ত শিথিলযোগ্য। বয়সের ক্ষেত্রে কোন এফিডেভিট গ্রহণযোগ্য নয়; <box>883 462 1708 493</box>
condition-number: ১৩। <box>838 1792 858 1806</box>
condition-number: ঘ। <box>887 669 898 683</box>
post-name: লস্কর ওয়ার্ড বয় (Lascar Ward Boy) ৮২৫০-২০০১০/- (২০তম গ্রেড) <box>870 70 1128 102</box>
condition-number: ছ। <box>887 737 898 751</box>
post-count: ১২ <box>1128 233 1172 266</box>
post-qualification: কোন স্বীকৃত বোর্ড হতে মাধ্যমিক স্কুল সার্টিফিকেট বা সমমানের পরীক্ষায় উত্তীর্ণ। <box>358 1878 820 1911</box>
condition-item <box>838 1855 1708 1872</box>
post-name: লস্কর এয়ারক্রাফ্ট (Lascar Aircraft) ৮২৫০-২০০১০/- (২০তম গ্রেড) <box>61 1911 315 1944</box>
post-serial: ৪৩। <box>838 135 870 168</box>
post-qualification: কোন স্বীকৃত বোর্ড হতে মাধ্যমিক স্কুল সার্টিফিকেট বা সমমানের পরীক্ষায় উত্তীর্ণ। <box>358 2070 820 2117</box>
post-serial: ২৯। <box>29 1673 61 1719</box>
post-name: ট্রেডসম্যান (ইনস্ট্রুমেন্ট মেকানিক) ৮৮০০-২১৩১০/- (১৮তম গ্রেড) Tradesman (Instrument Mechanic) <box>61 1532 315 1579</box>
post-qualification: (ক) কোন স্বীকৃত বোর্ড হতে মাধ্যমিক স্কুল সার্টিফিকেট বা সমমানের পরীক্ষায় উত্তীর্ণ; এবং (খ) সংশ্লিষ্ট ক্ষেত্রে অন্যূন ০১ (এক) বৎসর মেয়াদে ট্রেড কোর্স উত্তীর্ণ। <box>358 1719 820 1766</box>
post-serial: ৩২। <box>29 1813 61 1846</box>
post-serial: ৩০। <box>29 1719 61 1766</box>
post-name: ট্রেডসম্যান (গ্রাউন্ড সিগন্যালার) ৮৮০০-২১৩১০/- (১৮তম গ্রেড) Tradesman (Ground Signaler) <box>61 1626 315 1673</box>
posts-table-right <box>838 23 1708 398</box>
post-count: ১৪ <box>315 672 358 718</box>
post-count: ০৪ <box>1128 299 1172 331</box>
table-row <box>29 1878 820 1911</box>
table-row <box>29 1719 820 1766</box>
post-count: ০১ <box>315 812 358 859</box>
condition-sub-item <box>887 588 1708 622</box>
col-serial: ক্রঃ নং <box>29 341 61 377</box>
condition-number: (২) <box>917 984 933 998</box>
condition-item <box>838 501 1708 535</box>
condition-text: প্রার্থীর বয়স ০৮ নভেম্বর ২০২৫ তারিখে ১৮-৩২ বছরের মধ্যে হতে হবে। <box>883 438 1207 452</box>
post-count: ০২ <box>315 1158 358 1205</box>
condition-number: ছ। <box>887 1544 898 1559</box>
table-row <box>29 1112 820 1158</box>
org-directorate: কর্মচারী পরিদপ্তর <box>377 110 471 126</box>
post-serial: ২১। <box>29 1298 61 1345</box>
post-qualification: (ক) কোন স্বীকৃত বোর্ড হতে মাধ্যমিক স্কুল সার্টিফিকেট বা সমমানের পরীক্ষায় উত্তীর্ণ; এবং (খ) অন্যূন ০১ (এক) বৎসর মেয়াদের ইলেকট্রিক্যাল ট্রেড কোর্স উত্তীর্ণ। <box>358 1392 820 1438</box>
condition-text: সরাসরি https://joinairforce-civ.baf.mil.bd ওয়েবসাইটে Apply Online-এ ক্লিক করে সকল প্রয়োজনীয় তথ্য পূরণ করে পরবর্তী নির্দেশনা অনুযায়ী রেজিস্ট্রেশন করতে ফি ক্রমিক-১ পদের জন্য ১৫০/- (একশত পঞ্চাশ) টাকা, ক্রমিক-২ হতে ২০ পর্যন্ত পদের জন্য ১০০/- (একশত) টাকা এবং ক্রমিক ২১ হতে ৫০ পর্যন্ত ৫০/-(পঞ্চাশ) টাকা প্রদান করবেন। এখানে উল্লেখ্য যে, অনলাইনে নির্ধারিত ফি প্রদানের সময় মোবাইল ব্যাংকিং/ক্রেডিট কার্ড/ডেবিট কার্ডসহ অন্যান্য সকল মাধ্যমের জন্য প্রযোজ্য সার্ভিস চার্জ আবেদনকারীকে বহন করতে হবে (উদাহরণ স্বরূপ কোন পদের জন্য নির্ধারিত ফি ১০০ টাকা হলে বিকাশের মাধ্যমে নির্ধারিত ফি প্রদানের ক্ষেত্রে সার্ভিস চার্জসহ ১০২.৫৬ টাকা এবং নির্ধারিত ফি ৫০ টাকা হলে বিকাশের মাধ্যমে নির্ধারিত ফি প্রদানের ক্ষেত্রে সার্ভিস চার্জসহ ৫১.২৮ টাকা প্রদান করতে হবে। অন্য কার্ড বা মাধ্যমের ক্ষেত্রে সার্ভিস চার্জ ভিন্ন হতে পারে)। উল্লিখিত টাকা পরিশোধ করা হলে রেজিস্ট্রেশনকৃত মোবাইল নম্বরে ইউজার আইডি এবং পাসওয়ার্ড প্রেরণ করা হবে। প্রাপ্ত এপ্লিকেশন আইডি এবং পাসওয়ার্ড এর মাধ্যমে Login করে প্রদানকৃত তথ্যগুলোই যেহেতু পরবর্তী সকল কার্যক্রমে ব্যবহৃত হবে, সেহেতু Online-এ আবেদনপত্র Submit করার পূর্বেই পূরণকৃত সকল তথ্যের সঠিকতা সম্পর্কে প্রার্থী নিজে শতভাগ নিশ্চিত হবেন। <box>924 1230 1708 1365</box>
post-serial: ৩১। <box>29 1766 61 1813</box>
post-serial: ২২। <box>29 1345 61 1392</box>
baf-crest-icon <box>53 30 150 152</box>
post-serial: ৪৭। <box>838 266 870 299</box>
post-name: ডাটা এন্ট্রি অপারেটর ৯৩০০-২২৪৯০/- (১৬তম গ্রেড) Data Entry Operator <box>61 971 315 1018</box>
condition-sub-item <box>887 1618 1708 1704</box>
condition-number: ঙ। <box>887 692 900 706</box>
condition-number: ১০। <box>838 916 858 930</box>
post-qualification: (ক) কোন স্বীকৃত বোর্ড হতে মাধ্যমিক স্কুল সার্টিফিকেট বা সমমানের পরীক্ষায় উত্তীর্ণ; এবং (খ) অন্যূন ০১ (এক) বৎসর মেয়াদের রেডিও বা টিভি ট্রেড কোর্স উত্তীর্ণ। <box>358 1485 820 1532</box>
post-qualification: (ক) কোন স্বীকৃত বোর্ড হতে উচ্চ মাধ্যমিক সার্টিফিকেট বা সমমানের পরীক্ষায় উত্তীর্ণ; এবং (খ) সংশ্লিষ্ট ক্ষেত্রে ট্রেড কোর্স উত্তীর্ণ। <box>358 1112 820 1158</box>
table-row <box>29 1485 820 1532</box>
post-qualification: (ক) কোন স্বীকৃত বোর্ড হতে উচ্চ মাধ্যমিক সার্টিফিকেট বা সমমানের পরীক্ষায় উত্তীর্ণ; এবং (খ) জেনারেল মেকানিক্স বা মেশিনিস্ট ট্রেড কোর্স উত্তীর্ণ। <box>358 1018 820 1065</box>
post-count: ০২ <box>315 1579 358 1626</box>
condition-item <box>838 804 1708 822</box>
condition-sub-item <box>887 758 1708 776</box>
post-serial: ৩৬। <box>29 1944 61 1991</box>
post-count: ০১ <box>315 376 358 423</box>
post-serial: ৪। <box>29 531 61 578</box>
post-qualification: (ক) কোন স্বীকৃত বোর্ড হতে অন্যূন দ্বিতীয় বিভাগ বা সমমানের জিপিএতে উচ্চ মাধ্যমিক সার্টিফিকেট বা সমমানের পরীক্ষায় উত্তীর্ণ; (খ) কম্পিউটার ব্যবহারে দক্ষতা; এবং (গ) কম্পিউটার মুদ্রাক্ষরে প্রতি মিনিটে বাংলায় ২০ শব্দ এবং ইংরেজিতে ২০ শব্দের গতি থাকতে হবে। <box>358 859 820 906</box>
table-row <box>838 201 1708 233</box>
condition-text: সরকারি, আধাসরকারি ও স্বায়ত্তশাসিত প্রতিষ্ঠানে চাকরিরত প্রার্থীগণকে অবশ্যই যথাযথ কর্তৃপক্ষের অনুমতিক্রমে আবেদন করতে হবে এবং মৌখিক পরীক্ষার সময় অনুমতি পত্র দাখিল করতে হবে; <box>883 503 1708 534</box>
condition-text: লিখিত/ব্যবহারিক/মৌখিক পরীক্ষায় উপস্থিত হওয়ার জন্য কোন প্রকার টিএ/ডিএ প্রদান করা হবে না। <box>883 1832 1329 1847</box>
condition-text: কোনো প্রার্থী Application ID এবং Password ভুলে গেলে বা হারিয়ে ফেললে তা Reset Password অপশনের মাধ্যমে পুনরুদ্ধার করতে পারেন। কোনো প্রার্থী Application ID এবং Password তার রেজিস্ট্রিকৃত মোবাইল নম্বরে এসএমএসের মাধ্যমে না পেয়ে থাকলে তা আবেদনের সময় হতে ৪৮ ঘন্টা অথবা দুই কর্মদিবসের মধ্যে helpdesk_civ@baf.mil.bd এ ইমেইল করে জানাতে হবে। এ সময় রেজিস্ট্রিকৃত ইমেইল এড্রেসে প্রাপ্ত টাকা জমাদানের রশিদ বা Payment Invoice এর পিডিএফ কপি প্রমাণস্বরূপ সংযুক্ত করতে হবে। <box>924 1544 1708 1611</box>
condition-number: ২। <box>838 462 850 476</box>
condition-text: নিয়োগ সংক্রান্ত বিষয়ে নিয়োগকারী কর্তৃপক্ষের সিদ্ধান্তই চূড়ান্ত বলে গণ্য হবে। <box>883 1856 1229 1870</box>
table-row <box>29 906 820 938</box>
col-post-name: পদের নাম, বেতনস্কেল ও গ্রেড (জাতীয় বেতন স্কেল ২০১৫ অনুযায়ী) <box>61 341 315 377</box>
post-name: ট্রেডসম্যান (ওয়্যারলেস মেকানিক) ৮৮০০-২১৩১০/- (১৮তম গ্রেড) Tradesman (Wireless Mechanic) <box>61 1485 315 1532</box>
post-serial: ৩৩। <box>29 1846 61 1878</box>
condition-text: আবেদনকারী যদি কোন তথ্য গোপন করে এবং পরবর্তীতে তা সনাক্ত হয় সেক্ষেত্রে আইনানুযায়ী ব্যবস্থা গ্রহণ করা হবে এবং তার নিয়োগাদেশ বাতিল করা হবে; অর্জিত শিক্ষাগত যোগ্যতা গোপন রেখে পরবর্তীতে তা প্রকাশ করে পদোন্নতি বা অন্য কোন বৈধ সুযোগ দাবি করলে তা গ্রহণযোগ্য হবে না; <box>883 852 1708 884</box>
condition-sub-item <box>887 938 1708 956</box>
post-serial: ২৭। <box>29 1579 61 1626</box>
notice-subtitle: (বেসামরিক পদ) <box>356 236 492 261</box>
condition-sub-item <box>917 1005 1708 1127</box>
post-qualification: (ক) কোন স্বীকৃত বোর্ড হতে মাধ্যমিক স্কুল সার্টিফিকেট বা সমমানের পরীক্ষায় উত্তীর্ণ; এবং (খ) সংশ্লিষ্ট ক্ষেত্রে অভিজ্ঞতা। <box>358 1626 820 1673</box>
condition-sub-item <box>887 565 1708 583</box>
post-count: ০২ <box>315 1766 358 1813</box>
post-serial: ৩৯। <box>29 2070 61 2117</box>
post-qualification: (ক) কোন স্বীকৃত বোর্ড হতে মাধ্যমিক স্কুল সার্টিফিকেট বা সমমানের পরীক্ষায় উত্তীর্ণ; এবং (খ) অন্যূন ০১ (এক) বৎসর মেয়াদের ইলেকট্রিক্যাল ট্রেড কোর্স উত্তীর্ণ। <box>358 1532 820 1579</box>
post-qualification: (ক) কোন স্বীকৃত বোর্ড হতে উচ্চ মাধ্যমিক সার্টিফিকেট বা সমমানের পরীক্ষায় উত্তীর্ণ; এবং (খ) সংশ্লিষ্ট ক্ষেত্রে ট্রেড কোর্স উত্তীর্ণ। <box>358 1205 820 1252</box>
post-count: ০১ <box>315 1065 358 1112</box>
post-name: লস্কর স্পোর্টস মার্কার ৮২৫০-২০০১০/- (২০তম গ্রেড) (Lascar Sports Marker) <box>61 2023 315 2070</box>
table-row <box>29 812 820 859</box>
post-count: ০১ <box>315 423 358 484</box>
table-row <box>29 938 820 971</box>
condition-sub-item <box>887 627 1708 662</box>
post-serial: ১৪। <box>29 971 61 1018</box>
post-serial: ৩। <box>29 484 61 531</box>
post-name: বাবুর্চি (Cook) ৮২৫০-২০০১০/- (২০তম গ্রেড) <box>870 102 1128 135</box>
post-serial: ৮। <box>29 718 61 765</box>
table-row <box>29 859 820 906</box>
table-row <box>29 1626 820 1673</box>
post-qualification: (ক) কোন স্বীকৃত বোর্ড হতে উচ্চ মাধ্যমিক সার্টিফিকেট বা সমমানের পরীক্ষায় উত্তীর্ণ; এবং (খ) জেনারেল মেকানিক্স বা মেশিনিস্ট বা ইলেকট্রিক্যাল ট্রেড কোর্স উত্তীর্ণ। <box>358 765 820 812</box>
post-serial: ১৭। <box>29 1112 61 1158</box>
post-serial: ১। <box>29 376 61 423</box>
